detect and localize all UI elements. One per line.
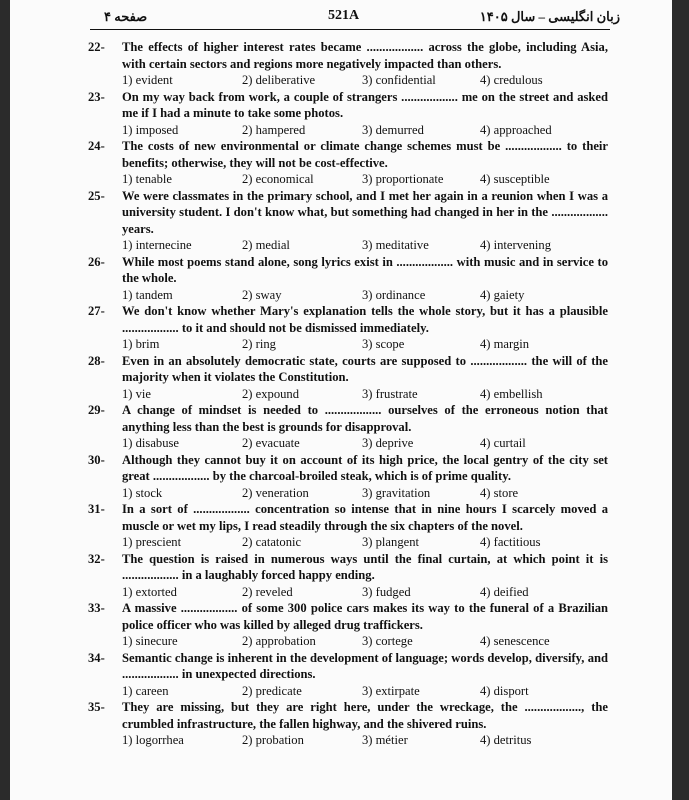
question-stem: [88, 699, 608, 732]
question-stem: [88, 551, 608, 584]
answer-option: 3) meditative: [362, 238, 429, 252]
answer-options: [122, 683, 608, 700]
answer-options: [122, 633, 608, 650]
question-stem: [88, 254, 608, 287]
answer-option: 1) stock: [122, 485, 163, 500]
answer-options: [122, 732, 608, 749]
question-number: 29-: [88, 403, 105, 417]
question-number: 32-: [88, 551, 105, 566]
answer-option: 2) reveled: [242, 584, 293, 599]
answer-options: [122, 386, 608, 403]
answer-options: [122, 336, 608, 353]
answer-option: 3) plangent: [362, 535, 420, 549]
question-text: They are missing, but they are right here, under the wreckage, the .................., the crumbled infrastructure, the fallen highway, and the shivered ruins.: [122, 700, 608, 731]
question-item: [88, 39, 608, 89]
question-item: [88, 188, 608, 254]
answer-option: 3) métier: [362, 733, 408, 747]
question-number: 34-: [88, 650, 105, 665]
question-number: 22-: [88, 40, 105, 54]
question-number: 31-: [88, 502, 105, 516]
answer-options: [122, 171, 608, 188]
answer-options: [122, 584, 608, 601]
question-text: While most poems stand alone, song lyrics exist in .................. with music and in service to the whole.: [122, 254, 608, 285]
answer-option: 4) deified: [480, 584, 529, 599]
answer-option: 1) careen: [122, 683, 169, 698]
subject-title: زبان انگلیسی – سال ۱۴۰۵: [479, 9, 620, 24]
answer-option: 1) tandem: [122, 287, 173, 302]
question-list: [88, 39, 608, 749]
answer-option: 4) store: [480, 485, 519, 500]
question-text: We don't know whether Mary's explanation tells the whole story, but it has a plausible .................. to it and should not be dismissed immediately.: [122, 304, 608, 335]
answer-option: 1) logorrhea: [122, 733, 184, 747]
question-number: 33-: [88, 601, 105, 615]
answer-option: 2) hampered: [242, 122, 306, 137]
question-stem: [88, 501, 608, 534]
question-text: In a sort of .................. concentration so intense that in nine hours I scarcely moved a muscle or wet my lips, I read steadily through the six chapters of the novel.: [122, 502, 608, 533]
question-number: 27-: [88, 304, 105, 318]
answer-options: [122, 435, 608, 452]
answer-option: 3) cortege: [362, 634, 413, 648]
answer-options: [122, 237, 608, 254]
question-text: A change of mindset is needed to .................. ourselves of the erroneous notion that anything less than the best is grounds for disapproval.: [122, 403, 608, 434]
answer-option: 4) disport: [480, 683, 529, 698]
question-stem: [88, 303, 608, 336]
answer-option: 1) brim: [122, 337, 160, 351]
answer-option: 3) gravitation: [362, 485, 431, 500]
question-item: [88, 501, 608, 551]
answer-option: 4) gaiety: [480, 287, 525, 302]
answer-option: 3) deprive: [362, 436, 414, 450]
page-header: [10, 0, 672, 30]
answer-option: 4) factitious: [480, 535, 541, 549]
answer-option: 2) probation: [242, 733, 304, 747]
question-text: The question is raised in numerous ways until the final curtain, at which point it is .................. in a laughably forced happy ending.: [122, 551, 608, 582]
answer-option: 4) credulous: [480, 73, 543, 87]
question-item: [88, 650, 608, 700]
answer-option: 3) demurred: [362, 122, 424, 137]
question-item: [88, 600, 608, 650]
question-text: The effects of higher interest rates became .................. across the globe, including Asia, with certain sectors and regions more negatively impacted than others.: [122, 40, 608, 71]
exam-page: [10, 0, 672, 800]
answer-option: 2) catatonic: [242, 535, 302, 549]
question-number: 28-: [88, 353, 105, 368]
question-text: Even in an absolutely democratic state, courts are supposed to .................. the will of the majority when it violates the Constitution.: [122, 353, 608, 384]
question-item: [88, 452, 608, 502]
answer-option: 2) expound: [242, 386, 300, 401]
question-item: [88, 138, 608, 188]
question-number: 23-: [88, 89, 105, 104]
answer-option: 2) evacuate: [242, 436, 300, 450]
answer-option: 4) margin: [480, 337, 530, 351]
question-stem: [88, 138, 608, 171]
answer-option: 2) predicate: [242, 683, 302, 698]
answer-option: 1) sinecure: [122, 634, 178, 648]
answer-option: 1) tenable: [122, 172, 172, 186]
question-stem: [88, 452, 608, 485]
question-number: 35-: [88, 700, 105, 714]
answer-options: [122, 72, 608, 89]
answer-option: 3) ordinance: [362, 287, 426, 302]
answer-option: 1) imposed: [122, 122, 179, 137]
answer-option: 1) vie: [122, 386, 152, 401]
question-number: 30-: [88, 452, 105, 467]
answer-option: 3) fudged: [362, 584, 411, 599]
question-stem: [88, 353, 608, 386]
question-number: 25-: [88, 188, 105, 203]
answer-option: 2) veneration: [242, 485, 309, 500]
question-stem: [88, 650, 608, 683]
question-number: 24-: [88, 139, 105, 153]
question-text: Semantic change is inherent in the development of language; words develop, diversify, and .................. in unexpected directions.: [122, 650, 608, 681]
answer-option: 3) confidential: [362, 73, 436, 87]
answer-option: 2) medial: [242, 238, 290, 252]
answer-option: 4) senescence: [480, 634, 550, 648]
answer-option: 1) internecine: [122, 238, 192, 252]
answer-option: 3) frustrate: [362, 386, 418, 401]
question-number: 26-: [88, 254, 105, 269]
answer-option: 4) susceptible: [480, 172, 550, 186]
answer-options: [122, 287, 608, 304]
answer-option: 1) extorted: [122, 584, 177, 599]
question-stem: [88, 402, 608, 435]
question-item: [88, 402, 608, 452]
question-stem: [88, 188, 608, 238]
answer-option: 3) scope: [362, 337, 405, 351]
answer-option: 4) curtail: [480, 436, 526, 450]
question-item: [88, 551, 608, 601]
question-item: [88, 303, 608, 353]
answer-option: 2) sway: [242, 287, 282, 302]
answer-option: 1) evident: [122, 73, 173, 87]
answer-option: 2) economical: [242, 172, 314, 186]
question-text: Although they cannot buy it on account of its high price, the local gentry of the city set great .................. by the charcoal-broiled steak, which is of prime quality.: [122, 452, 608, 483]
answer-option: 1) prescient: [122, 535, 182, 549]
question-stem: [88, 600, 608, 633]
answer-options: [122, 485, 608, 502]
answer-option: 4) detritus: [480, 733, 532, 747]
answer-option: 4) intervening: [480, 238, 551, 252]
question-item: [88, 254, 608, 304]
page-number-label: صفحه ۴: [104, 9, 148, 24]
answer-option: 2) ring: [242, 337, 276, 351]
question-text: The costs of new environmental or climate change schemes must be .................. to their benefits; otherwise, they will not be cost-effective.: [122, 139, 608, 170]
answer-option: 3) proportionate: [362, 172, 444, 186]
question-stem: [88, 89, 608, 122]
question-item: [88, 353, 608, 403]
question-text: A massive .................. of some 300 police cars makes its way to the funeral of a Brazilian police officer who was killed by alleged drug traffickers.: [122, 601, 608, 632]
answer-option: 1) disabuse: [122, 436, 180, 450]
answer-option: 4) embellish: [480, 386, 543, 401]
question-stem: [88, 39, 608, 72]
question-item: [88, 699, 608, 749]
question-text: We were classmates in the primary school, and I met her again in a reunion when I was a university student. I don't know what, but something had changed in her in the .................. years.: [122, 188, 608, 236]
answer-option: 4) approached: [480, 122, 552, 137]
booklet-code: 521A: [328, 8, 360, 23]
question-text: On my way back from work, a couple of strangers .................. me on the street and asked me if I had a minute to take some photos.: [122, 89, 608, 120]
answer-option: 2) deliberative: [242, 73, 316, 87]
answer-option: 2) approbation: [242, 634, 316, 648]
answer-option: 3) extirpate: [362, 683, 420, 698]
question-item: [88, 89, 608, 139]
header-rule: [90, 29, 610, 30]
answer-options: [122, 534, 608, 551]
answer-options: [122, 122, 608, 139]
